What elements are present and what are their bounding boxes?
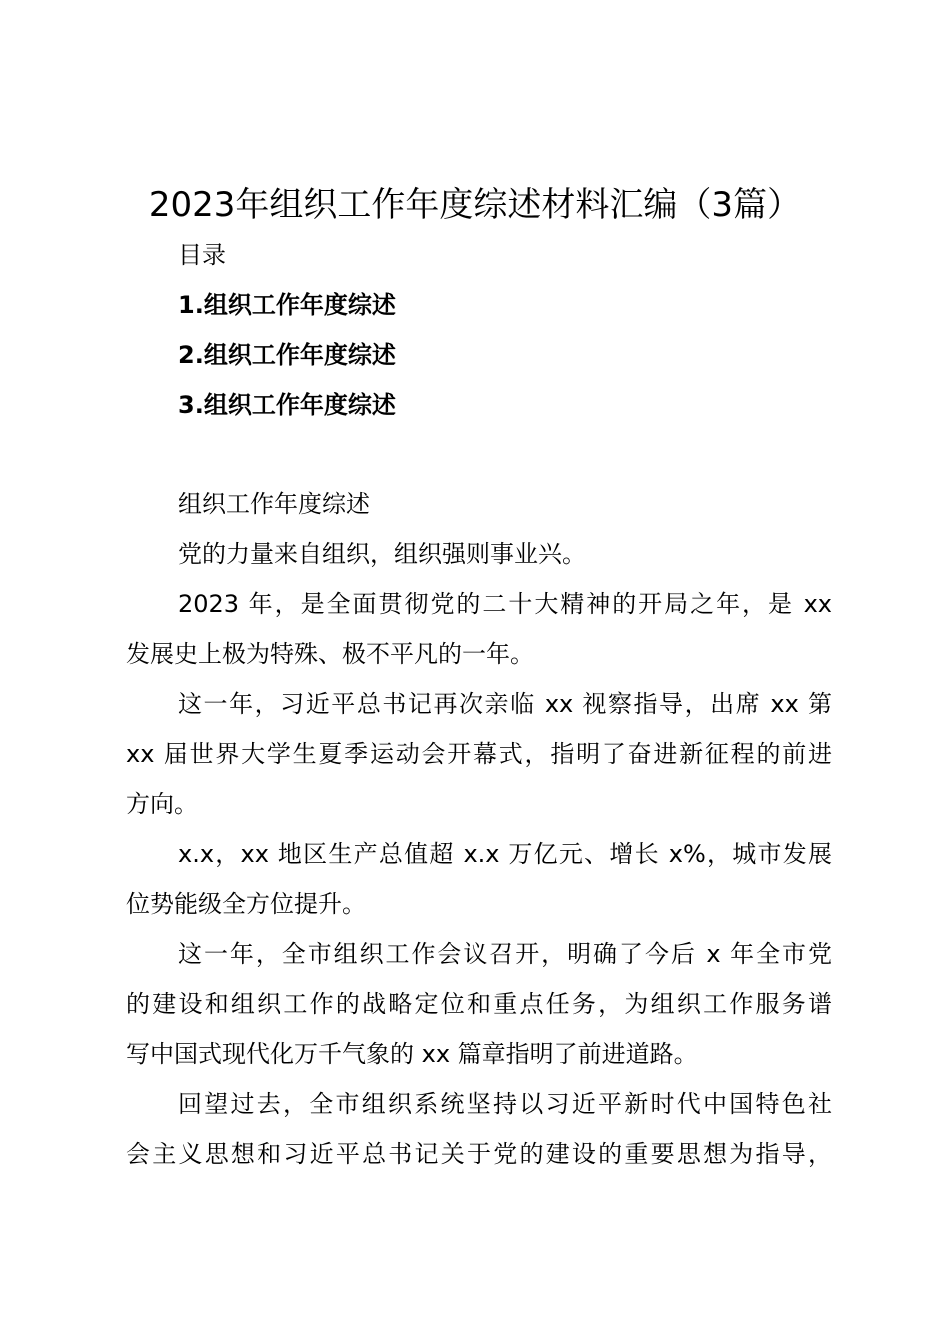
paragraph-line: 写中国式现代化万千气象的 xx 篇章指明了前进道路。 bbox=[126, 1040, 698, 1068]
paragraph-line: 这一年，全市组织工作会议召开，明确了今后 x 年全市党 bbox=[178, 940, 832, 968]
toc-item-2: 2.组织工作年度综述 bbox=[178, 341, 396, 369]
paragraph-line: 这一年，习近平总书记再次亲临 xx 视察指导，出席 xx 第 bbox=[178, 690, 832, 718]
paragraph-line: xx 届世界大学生夏季运动会开幕式，指明了奋进新征程的前进 bbox=[126, 740, 832, 768]
paragraph-line: 位势能级全方位提升。 bbox=[126, 890, 366, 918]
paragraph-line: 2023 年，是全面贯彻党的二十大精神的开局之年，是 xx bbox=[178, 590, 832, 618]
paragraph-line: x.x，xx 地区生产总值超 x.x 万亿元、增长 x%，城市发展 bbox=[178, 840, 832, 868]
paragraph-line: 回望过去，全市组织系统坚持以习近平新时代中国特色社 bbox=[178, 1090, 832, 1118]
paragraph-line: 会主义思想和习近平总书记关于党的建设的重要思想为指导， bbox=[126, 1140, 832, 1168]
toc-heading: 目录 bbox=[178, 241, 226, 269]
paragraph-line: 的建设和组织工作的战略定位和重点任务，为组织工作服务谱 bbox=[126, 990, 832, 1018]
document-title: 2023年组织工作年度综述材料汇编（3篇） bbox=[148, 185, 802, 225]
paragraph-line: 方向。 bbox=[126, 790, 198, 818]
paragraph-line: 发展史上极为特殊、极不平凡的一年。 bbox=[126, 640, 534, 668]
paragraph-line: 党的力量来自组织，组织强则事业兴。 bbox=[178, 540, 586, 568]
toc-item-3: 3.组织工作年度综述 bbox=[178, 391, 396, 419]
toc-item-1: 1.组织工作年度综述 bbox=[178, 291, 396, 319]
section-title: 组织工作年度综述 bbox=[178, 490, 370, 518]
